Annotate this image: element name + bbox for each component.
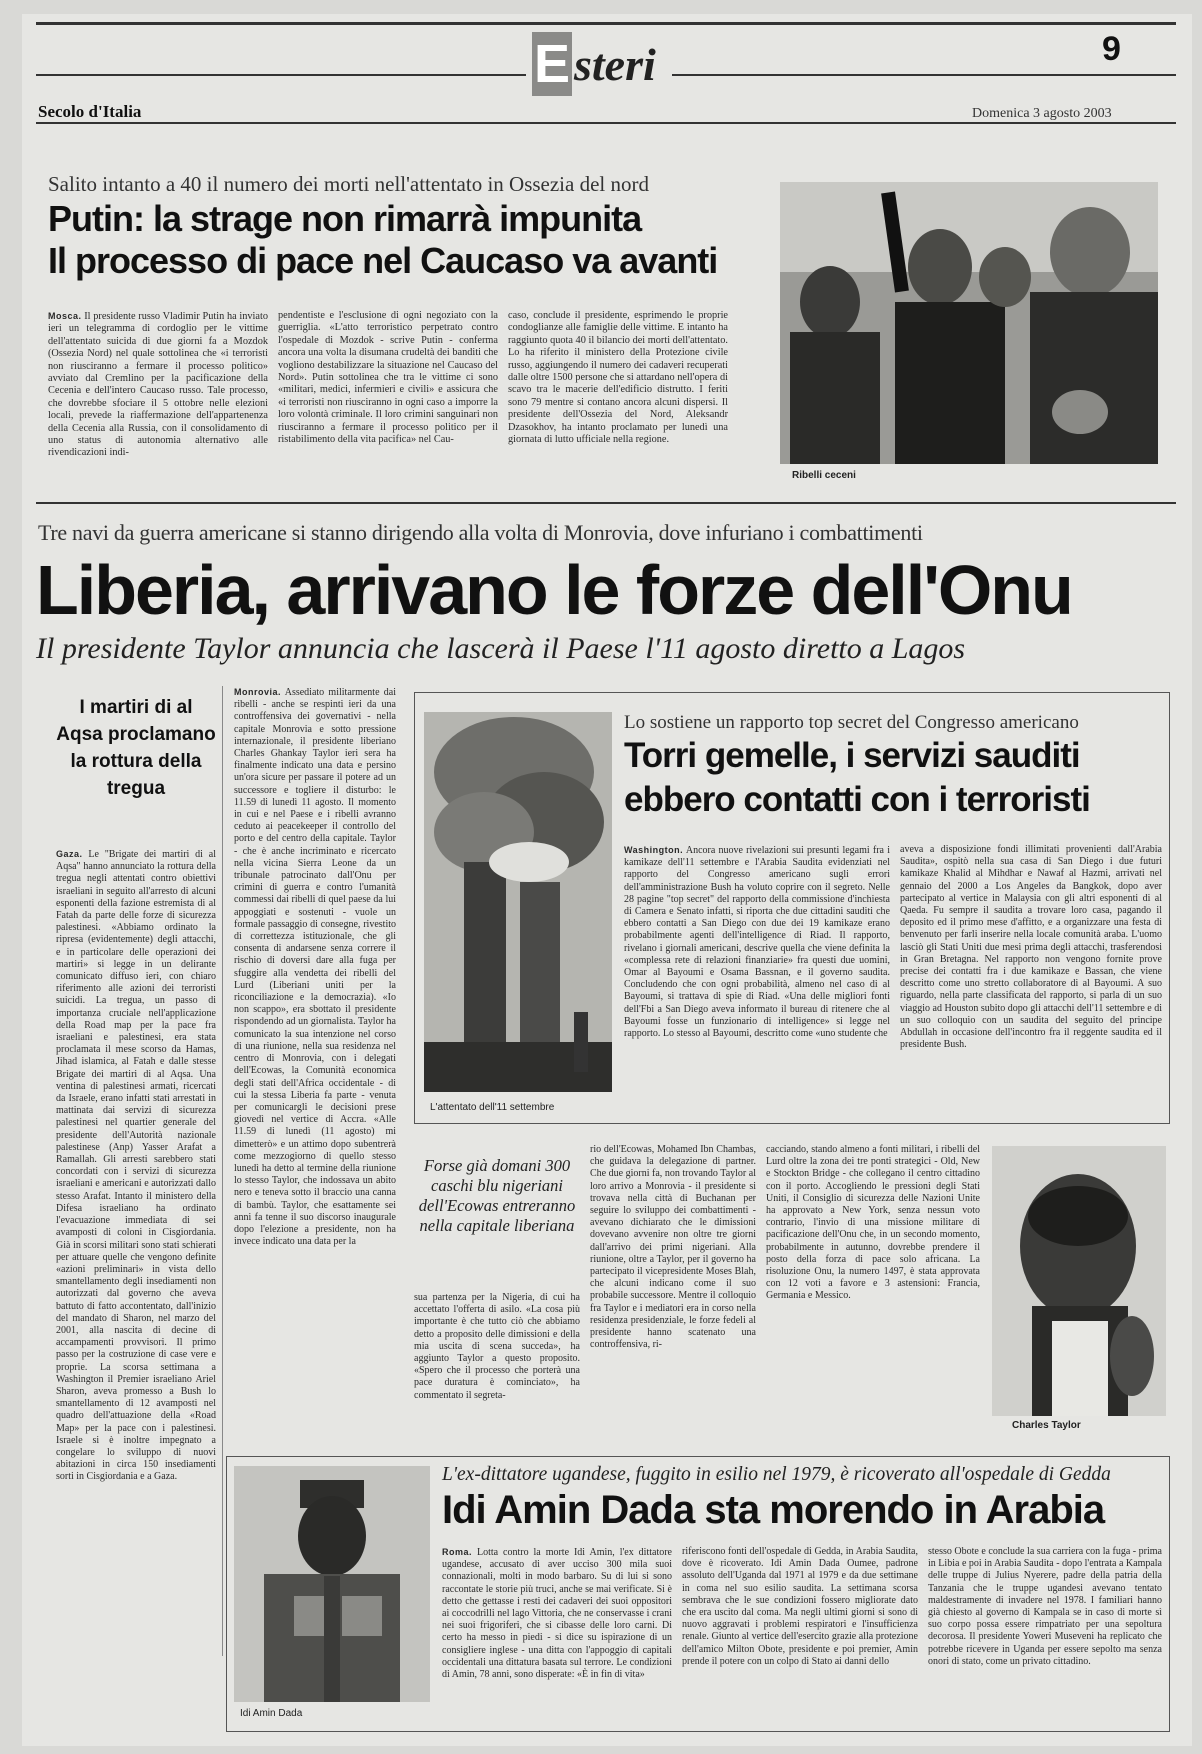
chechen-rebels-image [780, 182, 1158, 464]
aqsa-divider [222, 686, 223, 1656]
torri-col-2: aveva a disposizione fondi illimitati provenienti dall'Arabia Saudita», ospitò nella sua casa di San Diego i due futuri kamikaze Khalid al Mihdhar e Nawaf al Hazmi, arrivati nel gennaio del 2000 a Los Angeles da Bangkok, dopo aver partecipato al vertice in Malaysia con gli altri esponenti di al Qaeda. Fu sempre il saudita a trovare loro casa, pagando il deposito ed il primo mese d'affitto, e a organizzare una festa di benvenuto per farli inserire nella locale comunità araba. L'uomo lasciò gli Stati Uniti due mesi prima degli attacchi, trasferendosi in Gran Bretagna. Nel rapporto non vengono fornite prove precise dei contatti fra i due kamikaze e Bassan, che viene descritto come uno stretto collaboratore di al Bayoumi. A suo riguardo, nella parte classificata del rapporto, si parla di un suo viaggio ad Houston subito dopo gli attacchi dell'11 settembre e di un suo colloquio con un saudita del seguito del principe Abdullah in occasione dell'incontro fra il reggente saudita ed il presidente Bush. [900, 844, 1162, 1051]
amin-col-3: stesso Obote e conclude la sua carriera con la fuga - prima in Libia e poi in Arabia Saudita - dopo l'entrata a Kampala delle truppe di Julius Nyerere, padre della patria della Tanzania che le truppe ugandesi avevano tentato maldestramente di invadere nel 1978. I familiari hanno già chiesto al governo di Kampala se in caso di morte sì suo corpo possa essere rimpatriato per una sepoltura decorosa. Il presidente Yoweri Museveni ha replicato che potrebbe ricevere in Uganda per essere sepolto ma senza onori di stato, come un privato cittadino. [928, 1546, 1162, 1667]
amin-col-1: Roma. Lotta contro la morte Idi Amin, l'ex dittatore ugandese, accusato di aver ucciso 300 mila suoi connazionali, molti in modo barbaro. Su di lui si sono raccontate le storie più truci, anche se mai verificate. Si è detto che gettasse i resti dei cadaveri dei suoi oppositori ai coccodrilli nel lago Vittoria, che ne conservasse i crani nei suoi frigoriferi, che si cibasse delle loro carni. Di certo ha messo in piedi - si dice su ispirazione di un consigliere inglese - una ditta con l'appoggio di capitali occidentali una dittatura basata sul terrore. Le condizioni di Amin, 78 anni, sono disperate: «È in fin di vita» [442, 1547, 672, 1681]
section-divider-1 [36, 502, 1176, 504]
wtc-photo-caption: L'attentato dell'11 settembre [430, 1102, 555, 1113]
amin-headline: Idi Amin Dada sta morendo in Arabia [442, 1488, 1105, 1532]
section-initial: E [533, 34, 571, 94]
top-rule [36, 22, 1176, 25]
idi-amin-image [234, 1466, 430, 1702]
charles-taylor-photo [992, 1146, 1166, 1416]
charles-taylor-image [992, 1146, 1166, 1416]
aqsa-body: Gaza. Le "Brigate dei martiri di al Aqsa" hanno annunciato la rottura della tregua negli attentati contro obiettivi israeliani in seguito all'arresto di alcuni esponenti della fazione estremista di al Fatah da parte delle forze di sicurezza palestinesi. «Abbiamo ordinato la ripresa (evidentemente) degli attacchi, e in particolare delle operazioni dei martiri» si legge in un delirante comunicato diffuso ieri, con chiaro riferimento alle azioni dei terroristi suicidi. La tregua, un passo di importanza cruciale nell'applicazione della Road map per la pace fra israeliani e palestinesi, era stata proclamata il mese scorso da Hamas, Jihad islamica, al Fatah e dalle stesse Brigate dei martiri di al Aqsa. Una ventina di palestinesi armati, ricercati da Israele, erano infatti stati arrestati in mattinata dai servizi di sicurezza palestinesi nel quartier generale del presidente dell'Autorità nazionale palestinese (Anp) Yasser Arafat a Ramallah. Gli arresti sarebbero stati concordati con i servizi di sicurezza israeliani e americani e autorizzati dallo stesso Arafat. Intanto il ministero della Difesa israeliano ha ordinato l'evacuazione immediata di sei avamposti di coloni in Cisgiordania. Già in scorsi militari sono stati schierati per attuare quelle che vengono definite «azioni preliminari» in vista dello smantellamento degli insediamenti non autorizzati dal governo che aveva battuto di fatto accontentato, dall'inizio del mandato di Sharon, nel marzo del 2001, alla nascita di decine di accampamenti provvisori. Il primo passo per la costruzione di case vere e proprie. La scorsa settimana a Washington il Premier israeliano Ariel Sharon, aveva promesso a Bush lo smantellamento di 12 avamposti nel quadro dell'attuazione della «Road Map» per la pace con i palestinesi. Israele si è inoltre impegnato a congelare lo sviluppo di nuovi abitazioni in circa 150 insediamenti sorti in Cisgiordania e a Gaza. [56, 849, 216, 1483]
putin-headline-2: Il processo di pace nel Caucaso va avanti [48, 240, 718, 281]
torri-kicker: Lo sostiene un rapporto top secret del Congresso americano [624, 712, 1079, 733]
taylor-photo-caption: Charles Taylor [1012, 1420, 1081, 1431]
liberia-col-4: cacciando, stando almeno a fonti militari, i ribelli del Lurd oltre la zona dei tre ponti strategici - Old, New e Stockton Bridge - che collegano il centro cittadino con il porto. Accogliendo le pressioni degli Stati Uniti, il Consiglio di sicurezza delle Nazioni Unite ha approvato a New York, senza nessun voto contrario, l'invio di una missione militare di pacificazione dell'Onu che, in un secondo momento, probabilmente in autunno, dovrebbe prendere il posto della forza di pace solo africana. La risoluzione Onu, la numero 1497, è stata approvata con 12 voti a favore e 3 astensioni: Francia, Germania e Messico. [766, 1144, 980, 1302]
amin-col-2: riferiscono fonti dell'ospedale di Gedda, in Arabia Saudita, dove è ricoverato. Idi Amin Dada Oumee, padrone assoluto dell'Uganda dal 1971 al 1979 e da due settimane in coma nel suo esilio saudita. La settimana scorsa sembrava che le sue condizioni fossero migliorate dato che era uscito dal coma. Ma negli ultimi giorni si sono di nuovo aggravati i problemi respiratori e l'insufficienza renale. Giunto al vertice dell'esercito grazie alla protezione dell'amico Milton Obote, presidente e poi premier, Amin prende il potere con un colpo di Stato ai danni dello [682, 1546, 918, 1667]
putin-dateline: Mosca. [48, 311, 82, 321]
amin-kicker: L'ex-dittatore ugandese, fuggito in esilio nel 1979, è ricoverato all'ospedale di Gedda [442, 1464, 1111, 1485]
aqsa-dateline: Gaza. [56, 849, 83, 859]
liberia-kicker: Tre navi da guerra americane si stanno dirigendo alla volta di Monrovia, dove infuriano i combattimenti [38, 520, 923, 545]
idi-amin-photo [234, 1466, 430, 1702]
liberia-headline: Liberia, arrivano le forze dell'Onu [36, 551, 1072, 629]
liberia-col-2: sua partenza per la Nigeria, di cui ha accettato l'offerta di asilo. «La cosa più importante è che tutto ciò che abbiamo detto a proposito delle dimissioni e della mia uscita di scena succeda», ha aggiunto Taylor a questo proposito. «Spero che il processo che porterà una pace duratura è cominciato», ha commentato il segreta- [414, 1292, 580, 1401]
putin-headline-1: Putin: la strage non rimarrà impunita [48, 198, 642, 239]
wtc-attack-image [424, 712, 612, 1092]
chechen-rebels-photo [780, 182, 1158, 464]
section-logo [532, 32, 662, 100]
mast-bottom-rule [36, 122, 1176, 124]
torri-dateline: Washington. [624, 845, 684, 855]
amin-dateline: Roma. [442, 1547, 473, 1557]
mast-rule-right [672, 74, 1176, 76]
newspaper-page [22, 14, 1192, 1746]
putin-col-1: Mosca. Il presidente russo Vladimir Putin ha inviato ieri un telegramma di cordoglio per le vittime dell'attentato suicida di due giorni fa a Mozdok (Ossezia Nord) nel quale sottolinea che «i terroristi non riusciranno a fermare il processo politico» avviato dal Cremlino per la pacificazione della Cecenia e dell'intero Caucaso russo. Tale processo, che dovrebbe sfociare il 5 ottobre nelle elezioni locali, prevede la riaffermazione dell'appartenenza della Cecenia alla Russia, con il consolidamento di uno status di autonomia alternativo alle rivendicazioni indi- [48, 311, 268, 459]
putin-col-3: caso, conclude il presidente, esprimendo le proprie condoglianze alle famiglie delle vittime. E intanto ha raggiunto quota 40 il bilancio dei morti dell'attentato. Lo ha riferito il ministero della Protezione civile russo, aggiungendo il numero dei cadaveri recuperati dalle oltre 1500 persone che si attardano nell'opera di scavo tra le macerie dell'edificio distrutto. I feriti sono 79 mentre si contano ancora alcuni dispersi. Il presidente dell'Ossezia del Nord, Aleksandr Dzasokhov, ha intanto proclamato per lunedì una giornata di lutto ufficiale nella regione. [508, 310, 728, 446]
liberia-dateline: Monrovia. [234, 687, 282, 697]
putin-photo-caption: Ribelli ceceni [792, 470, 856, 481]
issue-date: Domenica 3 agosto 2003 [972, 106, 1112, 121]
section-title: steri [574, 39, 656, 90]
liberia-col-1: Monrovia. Assediato militarmente dai ribelli - anche se respinti ieri da una controffensiva dei governativi - nella capitale Monrovia e sotto pressione internazionale, il presidente liberiano Charles Ghankay Taylor ieri sera ha finalmente indicato una data e persino un'ora sicure per passare il potere ad un successore e togliere il disturbo: le 11.59 di lunedì 11 agosto. Il momento in cui e nel Paese e i ribelli avranno ceduto ai peacekeeper il controllo del porto e del centro della capitale. Taylor - che è anche incriminato e ricercato nella vicina Sierra Leone da un tribunale patrocinato dall'Onu per crimini di guerra e contro l'umanità commessi dai ribelli di quel paese da lui appoggiati e sostenuti - vuole un formale passaggio di consegne, rivestito di correttezza istituzionale, che gli consenta di andarsene senza correre il rischio di doversi dare alla fuga per sfuggire alla vendetta dei ribelli del Lurd (Liberiani uniti per la riconciliazione e la democrazia). «Io non scappo», era sbottato il presidente rispondendo ad un giornalista. Taylor ha comunicato la sua intenzione nel corso di una riunione, nella sua residenza nel centro di Monrovia, con i delegati dell'Ecowas, la Comunità economica degli stati dell'Africa occidentale - di cui la stessa Liberia fa parte - venuta per comunicargli le decisioni prese giovedì nel vertice di Accra. «Alle 11.59 di lunedì (11 agosto) mi dimetterò» e un attimo dopo subentrerà come mezzogiorno di quello stesso lunedì ha detto al termine della riunione lo stesso Taylor, che indossava un abito nero e teneva sotto il braccio una canna di bambù. Taylor, che esattamente sei anni fa tenne il suo discorso inaugurale dopo l'elezione a presidente, non ha invece indicato una data per la [234, 687, 396, 1248]
amin-photo-caption: Idi Amin Dada [240, 1708, 303, 1719]
torri-headline-2: ebbero contatti con i terroristi [624, 780, 1090, 819]
torri-col-1: Washington. Ancora nuove rivelazioni sui presunti legami fra i kamikaze dell'11 settembre e l'Arabia Saudita evidenziati nel rapporto del Congresso americano sugli errori dell'amministrazione Bush ha voluto coprire con il segreto. Nelle 28 pagine "top secret" del rapporto della commissione d'inchiesta di Camera e Senato infatti, si riporta che due cittadini sauditi che ebbero contatti a San Diego con due dei 19 kamikaze erano probabilmente agenti dell'intelligence di Riad. Il rapporto, rivelano i giornali americani, descrive quella che viene definita la «complessa rete di relazioni finanziarie» fra questi due uomini, Omar al Bayoumi e Osama Bassnan, e il governo saudita. Concludendo che con ogni probabilità, almeno nel caso di al Bayoumi, si trattava di spie di Riad. «Una delle migliori fonti dell'Fbi a San Diego aveva informato il bureau di ritenere che al Bayoumi fosse un funzionario di intelligence» si legge nel rapporto. Lo stesso al Bayoumi, descritto come «uno studente che [624, 845, 890, 1040]
page-number: 9 [1102, 30, 1121, 68]
mast-rule-left [36, 74, 526, 76]
torri-headline-1: Torri gemelle, i servizi sauditi [624, 736, 1080, 775]
putin-col-2: pendentiste e l'esclusione di ogni negoziato con la guerriglia. «L'atto terroristico perpetrato contro l'ospedale di Mozdok - scrive Putin - conferma ancora una volta la disumana crudeltà dei banditi che vogliono destabilizzare la situazione nel Caucaso del Nord». Putin sottolinea che tra le vittime ci sono «militari, medici, infermieri e civili» e assicura che «i terroristi non riusciranno in ogni caso a imporre la loro volontà criminale. Il loro crimini sanguinari non riusciranno a fermare il processo politico per il ristabilimento della vita pacifica» nel Cau- [278, 310, 498, 446]
putin-kicker: Salito intanto a 40 il numero dei morti nell'attentato in Ossezia del nord [48, 172, 649, 196]
paper-name: Secolo d'Italia [38, 102, 142, 121]
wtc-attack-photo [424, 712, 612, 1092]
liberia-col-3: rio dell'Ecowas, Mohamed Ibn Chambas, che guidava la delegazione di partner. Che due giorni fa, non trovando Taylor al loro arrivo a Monrovia - il presidente si trovava nella città di Buchanan per seguire lo sviluppo dei combattimenti - avevano dichiarato che le dimissioni dovevano avvenire non oltre tre giorni dall'arrivo dei primi nigeriani. Alla riunione, oltre a Taylor, per il governo ha partecipato il vicepresidente Moses Blah, che alcuni indicano come il suo probabile successore. Mentre il colloquio fra Taylor e i mediatori era in corso nella residenza presidenziale, le forze fedeli al presidente hanno scatenato una controffensiva, ri- [590, 1144, 756, 1351]
liberia-subheadline: Il presidente Taylor annuncia che lascerà il Paese l'11 agosto diretto a Lagos [36, 632, 966, 665]
aqsa-headline: I martiri di al Aqsa proclamano la rottura della tregua [56, 697, 216, 799]
liberia-pullquote: Forse già domani 300 caschi blu nigeriani dell'Ecowas entreranno nella capitale liberiana [418, 1156, 576, 1235]
